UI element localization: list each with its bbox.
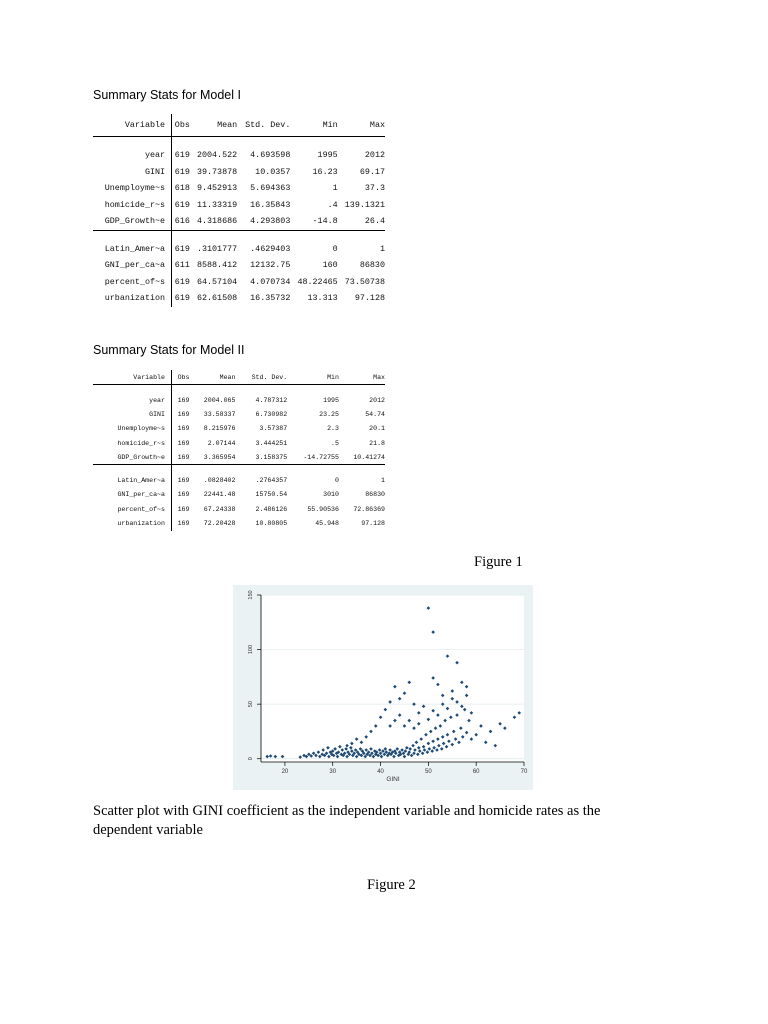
x-tick-label: 60	[472, 769, 480, 775]
figure1-label: Figure 1	[474, 554, 523, 570]
table-row	[93, 164, 385, 181]
table-row	[93, 473, 385, 487]
stat-value: .4	[327, 199, 338, 210]
stat-value: 1	[381, 477, 385, 485]
stat-value: .3101777	[196, 243, 238, 254]
stat-value: 67.24338	[203, 505, 236, 513]
model1-title: Summary Stats for Model I	[93, 88, 241, 102]
model2-title: Summary Stats for Model II	[93, 343, 245, 357]
table-row	[93, 407, 385, 421]
table-header-row	[93, 114, 385, 137]
stat-value: 4.787312	[255, 396, 288, 404]
stat-value: 0	[335, 477, 339, 485]
y-tick-label: 50	[248, 701, 254, 708]
x-tick-label: 20	[281, 769, 289, 775]
stat-value: 2.07144	[207, 439, 236, 447]
stat-value: 169	[177, 410, 190, 418]
figure2-label: Figure 2	[367, 877, 416, 893]
stat-value: 16.35843	[250, 199, 291, 210]
stat-value: .5	[331, 439, 339, 447]
stat-value: 97.128	[361, 520, 385, 528]
stat-value: 4.318686	[190, 213, 237, 230]
table-row	[93, 147, 385, 164]
y-tick-label: 150	[248, 590, 254, 600]
stat-value: 169	[177, 425, 190, 433]
variable-name: GNI_per_ca~a	[93, 488, 171, 502]
stat-value: 2004.522	[196, 150, 238, 161]
stat-value: 1995	[317, 150, 338, 161]
column-header: Mean	[190, 114, 237, 137]
table-row	[93, 290, 385, 307]
table-row	[93, 502, 385, 516]
stat-value: 12132.75	[250, 260, 291, 271]
stat-value: 13.313	[307, 293, 338, 304]
stat-value: 169	[177, 491, 190, 499]
variable-name: percent_of~s	[93, 274, 172, 291]
stat-value: 37.3	[364, 183, 385, 194]
stat-value: 97.128	[354, 293, 385, 304]
stat-value: 3010	[323, 491, 339, 499]
stat-value: 619	[174, 276, 190, 287]
stat-value: 169	[177, 477, 190, 485]
variable-name: GINI	[93, 164, 172, 181]
variable-name: homicide_r~s	[93, 436, 171, 450]
stat-value: 23.25	[319, 410, 339, 418]
column-header: Max	[339, 370, 385, 385]
variable-name: homicide_r~s	[93, 197, 172, 214]
column-header: Obs	[172, 114, 190, 137]
table-row	[93, 450, 385, 465]
y-tick-label: 100	[248, 644, 254, 655]
stat-value: 10.0357	[255, 166, 291, 177]
table-row	[93, 436, 385, 450]
stat-value: 0	[332, 243, 338, 254]
stat-value: 619	[174, 166, 190, 177]
stat-value: 20.1	[369, 425, 385, 433]
table-header-row	[93, 370, 385, 385]
stat-value: 1	[332, 183, 338, 194]
stat-value: -14.8	[290, 213, 337, 230]
variable-name: Latin_Amer~a	[93, 241, 172, 258]
stat-value: 86830	[359, 260, 385, 271]
x-tick-label: 70	[520, 769, 528, 775]
variable-name: urbanization	[93, 290, 172, 307]
table-row	[93, 180, 385, 197]
variable-name: year	[93, 393, 171, 407]
variable-name: Unemployme~s	[93, 180, 172, 197]
model1-table	[93, 114, 385, 307]
stat-value: 15750.54	[255, 491, 288, 499]
stat-value: .4629403	[250, 243, 291, 254]
stat-value: 45.948	[315, 520, 339, 528]
stat-value: 16.23	[312, 166, 338, 177]
stat-value: 611	[174, 260, 190, 271]
column-header: Std. Dev.	[235, 370, 287, 385]
stat-value: 21.8	[369, 439, 385, 447]
stat-value: 11.33319	[196, 199, 238, 210]
column-header: Max	[338, 114, 385, 137]
column-header: Min	[290, 114, 337, 137]
stat-value: 2012	[364, 150, 385, 161]
table-row	[93, 241, 385, 258]
stat-value: 3.158375	[235, 450, 287, 465]
stat-value: 39.73878	[196, 166, 238, 177]
variable-name: percent_of~s	[93, 502, 171, 516]
stat-value: 169	[177, 396, 190, 404]
stat-value: 618	[174, 183, 190, 194]
stat-value: 72.20428	[203, 520, 236, 528]
stat-value: 4.070734	[250, 276, 291, 287]
stat-value: 9.452913	[196, 183, 238, 194]
stat-value: 48.22465	[297, 276, 338, 287]
stat-value: 1	[379, 243, 385, 254]
variable-name: GDP_Growth~e	[93, 450, 171, 465]
stat-value: .2764357	[255, 477, 288, 485]
stat-value: 72.86369	[353, 505, 385, 513]
stat-value: 160	[322, 260, 338, 271]
column-header: Mean	[189, 370, 235, 385]
stat-value: 10.41274	[339, 450, 385, 465]
stat-value: .0828402	[203, 477, 236, 485]
stat-value: 619	[174, 243, 190, 254]
stat-value: 169	[177, 520, 190, 528]
stat-value: 26.4	[338, 213, 385, 230]
stat-value: 3.365954	[189, 450, 235, 465]
stat-value: 169	[171, 450, 189, 465]
variable-name: GDP_Growth~e	[93, 213, 172, 230]
x-tick-label: 50	[425, 769, 432, 775]
stat-value: 64.57104	[196, 276, 238, 287]
stat-value: -14.72755	[287, 450, 339, 465]
stat-value: 139.1321	[344, 199, 385, 210]
column-header: Variable	[93, 370, 171, 385]
x-tick-label: 30	[329, 769, 337, 775]
stat-value: 73.50738	[344, 276, 385, 287]
table-row	[93, 197, 385, 214]
stat-value: 33.58337	[203, 410, 236, 418]
stat-value: 10.80805	[255, 520, 288, 528]
stat-value: 8588.412	[196, 260, 238, 271]
stat-value: 619	[174, 293, 190, 304]
stat-value: 2.3	[327, 425, 339, 433]
table-row	[93, 422, 385, 436]
table-row	[93, 274, 385, 291]
stat-value: 5.694363	[250, 183, 291, 194]
stat-value: 619	[174, 199, 190, 210]
model2-table	[93, 370, 385, 531]
x-axis-label: GINI	[386, 776, 400, 783]
column-header: Obs	[171, 370, 189, 385]
variable-name: Unemployme~s	[93, 422, 171, 436]
table-row	[93, 213, 385, 230]
stat-value: 4.293803	[237, 213, 290, 230]
plot-area	[261, 595, 524, 762]
table-row	[93, 257, 385, 274]
stat-value: 169	[177, 439, 190, 447]
figure1-caption: Scatter plot with GINI coefficient as the independent variable and homicide rates as the dependent variable	[93, 803, 601, 838]
column-header: Variable	[93, 114, 172, 137]
scatter-plot	[233, 585, 533, 790]
stat-value: 69.17	[359, 166, 385, 177]
y-tick-label: 0	[248, 757, 254, 761]
stat-value: 22441.48	[203, 491, 236, 499]
table-row	[93, 488, 385, 502]
stat-value: 8.215976	[203, 425, 236, 433]
variable-name: urbanization	[93, 516, 171, 530]
variable-name: GINI	[93, 407, 171, 421]
column-header: Min	[287, 370, 339, 385]
stat-value: 55.90536	[307, 505, 339, 513]
table-row	[93, 393, 385, 407]
variable-name: year	[93, 147, 172, 164]
stat-value: 2.486126	[255, 505, 288, 513]
stat-value: 616	[172, 213, 190, 230]
stat-value: 169	[177, 505, 190, 513]
stat-value: 3.57387	[259, 425, 288, 433]
stat-value: 619	[174, 150, 190, 161]
stat-value: 6.730982	[255, 410, 288, 418]
table-row	[93, 516, 385, 530]
stat-value: 4.693598	[250, 150, 291, 161]
variable-name: GNI_per_ca~a	[93, 257, 172, 274]
stat-value: 3.444251	[255, 439, 288, 447]
stat-value: 86830	[365, 491, 385, 499]
stat-value: 54.74	[365, 410, 385, 418]
x-tick-label: 40	[377, 769, 384, 775]
column-header: Std. Dev.	[237, 114, 290, 137]
stat-value: 62.61508	[196, 293, 238, 304]
stat-value: 1995	[323, 396, 339, 404]
stat-value: 16.35732	[250, 293, 291, 304]
stat-value: 2012	[369, 396, 385, 404]
variable-name: Latin_Amer~a	[93, 473, 171, 487]
stat-value: 2004.065	[203, 396, 236, 404]
